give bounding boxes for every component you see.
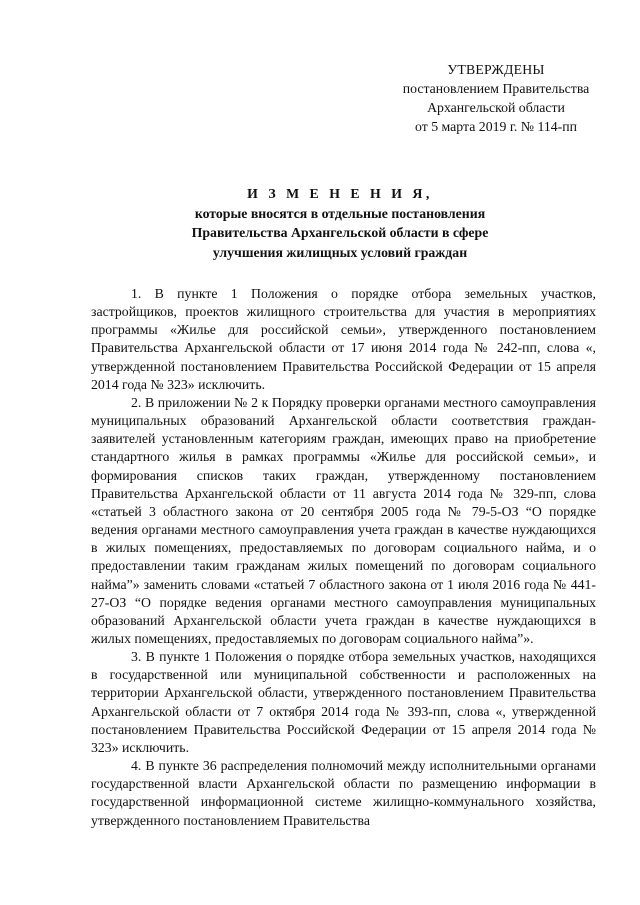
document-heading [90,184,590,262]
paragraph-3: 3. В пункте 1 Положения о порядке отбора земельных участков, находящихся в государственной или муниципальной собственности и расположенных на территории Архангельской области, утвержденного постановлением Правительства Архангельской области от 7 октября 2014 года № 393-пп, слова «, утвержденной постановлением Правительства Российской Федерации от 15 апреля 2014 года № 323» исключить. [91,649,596,755]
document-title: И З М Е Н Е Н И Я, [247,186,433,201]
approval-line: постановлением Правительства [402,81,590,96]
document-subtitle-line: Правительства Архангельской области в сфере [191,225,489,240]
approval-title: УТВЕРЖДЕНЫ [447,62,545,77]
document-subtitle-line: которые вносятся в отдельные постановления [194,205,486,221]
document-subtitle-line: улучшения жилищных условий граждан [212,244,468,260]
paragraph-4: 4. В пункте 36 распределения полномочий между исполнительными органами государственной власти Архангельской области по размещению информации в государственной информационной системе жилищно-коммунального хозяйства, утвержденного постановлением Правительства [91,758,596,828]
paragraph-2: 2. В приложении № 2 к Порядку проверки органами местного самоуправления муниципальных образований Архангельской области соответствия граждан-заявителей установленным категориям граждан, имеющих право на приобретение стандартного жилья в рамках программы «Жилье для российской семьи», и формирования списков таких граждан, утвержденному постановлением Правительства Архангельской области от 11 августа 2014 года № 329-пп, слова «статьей 3 областного закона от 20 сентября 2005 года № 79-5-ОЗ “О порядке ведения органами местного самоуправления учета граждан в качестве нуждающихся в жилых помещениях, предоставляемых по договорам социального найма, и о предоставлении таким гражданам жилых помещений по договорам социального найма”» заменить словами «статьей 7 областного закона от 1 июля 2016 года № 441-27-ОЗ “О порядке ведения органами местного самоуправления муниципальных образований Архангельской области учета граждан в качестве нуждающихся в жилых помещениях, предоставляемых по договорам социального найма”». [91,394,596,646]
approval-date-line: от 5 марта 2019 г. № 114-пп [415,119,577,134]
paragraph-1: 1. В пункте 1 Положения о порядке отбора земельных участков, застройщиков, проектов жилищного строительства для участия в мероприятиях программы «Жилье для российской семьи», утвержденного постановлением Правительства Архангельской области от 17 июня 2014 года № 242-пп, слова «, утвержденной постановлением Правительства Российской Федерации от 15 апреля 2014 года № 323» исключить. [91,286,596,392]
document-body [91,285,596,830]
approval-line: Архангельской области [427,100,565,115]
approval-stamp [380,60,612,136]
